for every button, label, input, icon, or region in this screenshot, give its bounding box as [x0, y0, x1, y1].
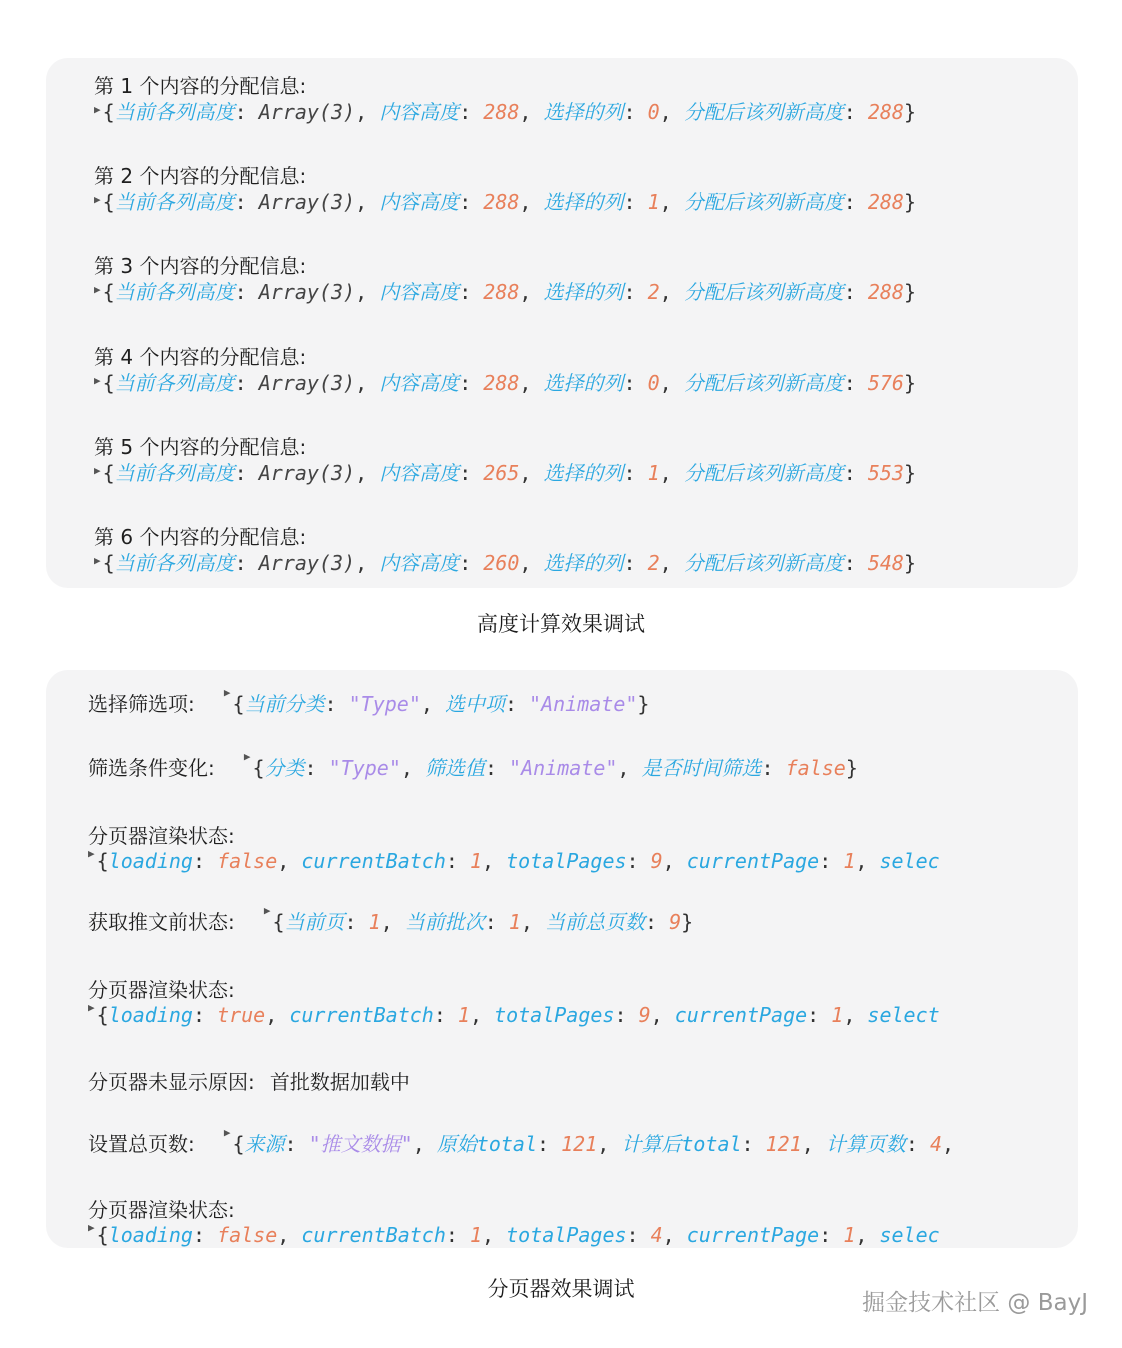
log-object[interactable]: ▶ {当前各列高度: Array(3), 内容高度: 265, 选择的列: 1, 分配后该列新高度: 553}	[94, 458, 916, 488]
watermark: 掘金技术社区 @ BayJ	[862, 1290, 1088, 1316]
log-entry-title: 第 6 个内容的分配信息:	[94, 525, 307, 549]
log-object[interactable]: ▶ {分类: "Type", 筛选值: "Animate", 是否时间筛选: false}	[243, 752, 858, 780]
log-row-pager-render	[88, 974, 1078, 1027]
log-object[interactable]: ▶ {当前各列高度: Array(3), 内容高度: 260, 选择的列: 2, 分配后该列新高度: 548}	[94, 548, 916, 578]
expand-triangle-icon[interactable]: ▶	[263, 906, 271, 917]
log-label: 分页器未显示原因:	[88, 1070, 255, 1094]
log-entry	[94, 162, 916, 217]
log-label: 选择筛选项:	[88, 692, 195, 716]
log-label: 筛选条件变化:	[88, 756, 215, 780]
log-row-pager-hidden-reason	[88, 1066, 1078, 1095]
log-object[interactable]: ▶ {当前各列高度: Array(3), 内容高度: 288, 选择的列: 2, 分配后该列新高度: 288}	[94, 277, 916, 307]
log-label: 分页器渲染状态:	[88, 1198, 235, 1222]
log-label: 分页器渲染状态:	[88, 978, 235, 1002]
log-row-pager-render	[88, 820, 1078, 873]
log-entry	[94, 343, 916, 398]
log-row-set-total-pages	[88, 1128, 1078, 1157]
log-row-pager-render	[88, 1194, 1078, 1247]
log-object[interactable]: ▶ {当前各列高度: Array(3), 内容高度: 288, 选择的列: 0, 分配后该列新高度: 288}	[94, 97, 916, 127]
expand-triangle-icon[interactable]: ▶	[223, 688, 231, 699]
expand-triangle-icon[interactable]: ▶	[94, 554, 101, 567]
log-entry-title: 第 5 个内容的分配信息:	[94, 435, 307, 459]
expand-triangle-icon[interactable]: ▶	[94, 193, 101, 206]
log-entry	[94, 433, 916, 488]
expand-triangle-icon[interactable]: ▶	[88, 1001, 95, 1014]
pagination-log-panel	[46, 670, 1078, 1248]
log-object[interactable]: ▶ {loading: false, currentBatch: 1, totalPages: 4, currentPage: 1, selec	[88, 1221, 940, 1247]
log-object[interactable]: ▶ {loading: true, currentBatch: 1, totalPages: 9, currentPage: 1, select	[88, 1001, 940, 1027]
expand-triangle-icon[interactable]: ▶	[94, 103, 101, 116]
log-entry	[94, 252, 916, 307]
log-object[interactable]: ▶ {当前各列高度: Array(3), 内容高度: 288, 选择的列: 1, 分配后该列新高度: 288}	[94, 187, 916, 217]
expand-triangle-icon[interactable]: ▶	[223, 1128, 231, 1139]
log-object[interactable]: ▶ {loading: false, currentBatch: 1, totalPages: 9, currentPage: 1, selec	[88, 847, 940, 873]
expand-triangle-icon[interactable]: ▶	[94, 374, 101, 387]
log-row-select-filter	[88, 688, 1078, 717]
log-row-filter-change	[88, 752, 1078, 781]
log-entry-title: 第 3 个内容的分配信息:	[94, 254, 307, 278]
log-text: 首批数据加载中	[269, 1070, 410, 1094]
expand-triangle-icon[interactable]: ▶	[88, 1221, 95, 1234]
log-entry-title: 第 2 个内容的分配信息:	[94, 164, 307, 188]
log-label: 分页器渲染状态:	[88, 824, 235, 848]
log-entry-title: 第 4 个内容的分配信息:	[94, 345, 307, 369]
log-object[interactable]: ▶ {来源: "推文数据", 原始total: 121, 计算后total: 121, 计算页数: 4,	[223, 1128, 955, 1156]
height-calc-log-panel	[46, 58, 1078, 588]
pagination-caption: 分页器效果调试	[487, 1277, 635, 1301]
log-label: 设置总页数:	[88, 1132, 195, 1156]
height-calc-caption: 高度计算效果调试	[477, 612, 645, 636]
log-entry	[94, 523, 916, 578]
expand-triangle-icon[interactable]: ▶	[243, 752, 251, 763]
log-object[interactable]: ▶ {当前分类: "Type", 选中项: "Animate"}	[223, 688, 650, 716]
expand-triangle-icon[interactable]: ▶	[94, 283, 101, 296]
log-object[interactable]: ▶ {当前各列高度: Array(3), 内容高度: 288, 选择的列: 0, 分配后该列新高度: 576}	[94, 368, 916, 398]
log-row-before-fetch	[88, 906, 1078, 935]
log-entry	[94, 72, 916, 127]
log-entry-title: 第 1 个内容的分配信息:	[94, 74, 307, 98]
log-label: 获取推文前状态:	[88, 910, 235, 934]
expand-triangle-icon[interactable]: ▶	[94, 464, 101, 477]
log-object[interactable]: ▶ {当前页: 1, 当前批次: 1, 当前总页数: 9}	[263, 906, 694, 934]
expand-triangle-icon[interactable]: ▶	[88, 847, 95, 860]
